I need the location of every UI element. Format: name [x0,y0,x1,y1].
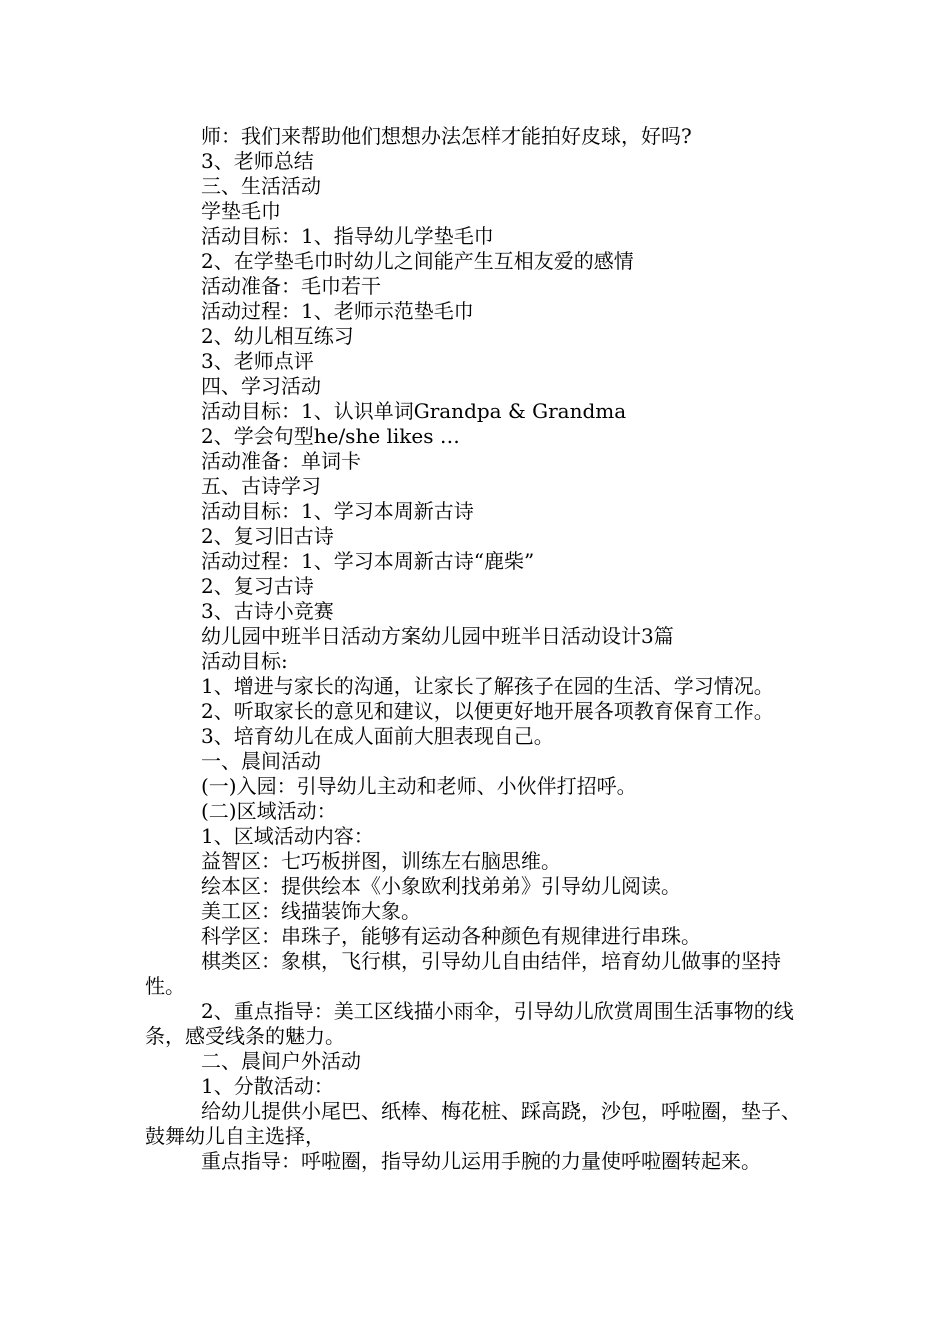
text-line: 3、老师点评 [201,349,314,373]
text-line: 三、生活活动 [201,174,321,198]
activity-plan-section [145,124,815,674]
text-line: 活动目标：1、指导幼儿学垫毛巾 [201,224,494,248]
text-line: 2、复习古诗 [201,574,314,598]
text-line: 2、复习旧古诗 [201,524,334,548]
text-line: 绘本区：提供绘本《小象欧利找弟弟》引导幼儿阅读。 [201,874,681,898]
text-line: 二、晨间户外活动 [201,1049,361,1073]
goal-paragraph-2: 2、听取家长的意见和建议，以便更好地开展各项教育保育工作。 [201,699,774,723]
text-line: 师：我们来帮助他们想想办法怎样才能拍好皮球，好吗? [201,124,692,148]
text-line: 活动过程：1、学习本周新古诗“鹿柴” [201,549,535,573]
focus-guidance-paragraph: 2、重点指导：美工区线描小雨伞，引导幼儿欣赏周围生活事物的线条，感受线条的魅力。 [145,999,794,1048]
text-line: 活动准备：单词卡 [201,449,361,473]
text-line: 美工区：线描装饰大象。 [201,899,421,923]
outdoor-activity-section [145,1049,815,1099]
text-line: 学垫毛巾 [201,199,281,223]
text-line: 3、培育幼儿在成人面前大胆表现自己。 [201,724,554,748]
hoop-guidance-paragraph: 重点指导：呼啦圈，指导幼儿运用手腕的力量使呼啦圈转起来。 [201,1149,761,1173]
text-line: 五、古诗学习 [201,474,321,498]
text-line: (一)入园：引导幼儿主动和老师、小伙伴打招呼。 [201,774,637,798]
text-line: 四、学习活动 [201,374,321,398]
text-line: 2、学会句型he/she likes … [201,424,460,448]
materials-paragraph: 给幼儿提供小尾巴、纸棒、梅花桩、踩高跷，沙包，呼啦圈，垫子、鼓舞幼儿自主选择， [145,1099,801,1148]
text-line: (二)区域活动： [201,799,337,823]
text-line: 一、晨间活动 [201,749,321,773]
text-line: 3、老师总结 [201,149,314,173]
text-line: 活动准备：毛巾若干 [201,274,381,298]
text-line: 活动目标：1、认识单词Grandpa & Grandma [201,399,627,423]
text-line: 2、在学垫毛巾时幼儿之间能产生互相友爱的感情 [201,249,634,273]
text-line: 幼儿园中班半日活动方案幼儿园中班半日活动设计3篇 [201,624,674,648]
text-line: 益智区：七巧板拼图，训练左右脑思维。 [201,849,561,873]
text-line: 活动目标: [201,649,288,673]
text-line: 3、古诗小竞赛 [201,599,334,623]
chess-area-paragraph: 棋类区：象棋，飞行棋，引导幼儿自由结伴，培育幼儿做事的坚持性。 [145,949,781,998]
goal-paragraph-1: 1、增进与家长的沟通，让家长了解孩子在园的生活、学习情况。 [201,674,774,698]
document-body [145,124,815,1174]
text-line: 2、幼儿相互练习 [201,324,354,348]
text-line: 活动目标：1、学习本周新古诗 [201,499,474,523]
text-line: 1、分散活动： [201,1074,334,1098]
text-line: 1、区域活动内容： [201,824,374,848]
text-line: 科学区：串珠子，能够有运动各种颜色有规律进行串珠。 [201,924,701,948]
morning-activity-section [145,724,815,949]
text-line: 活动过程：1、老师示范垫毛巾 [201,299,474,323]
